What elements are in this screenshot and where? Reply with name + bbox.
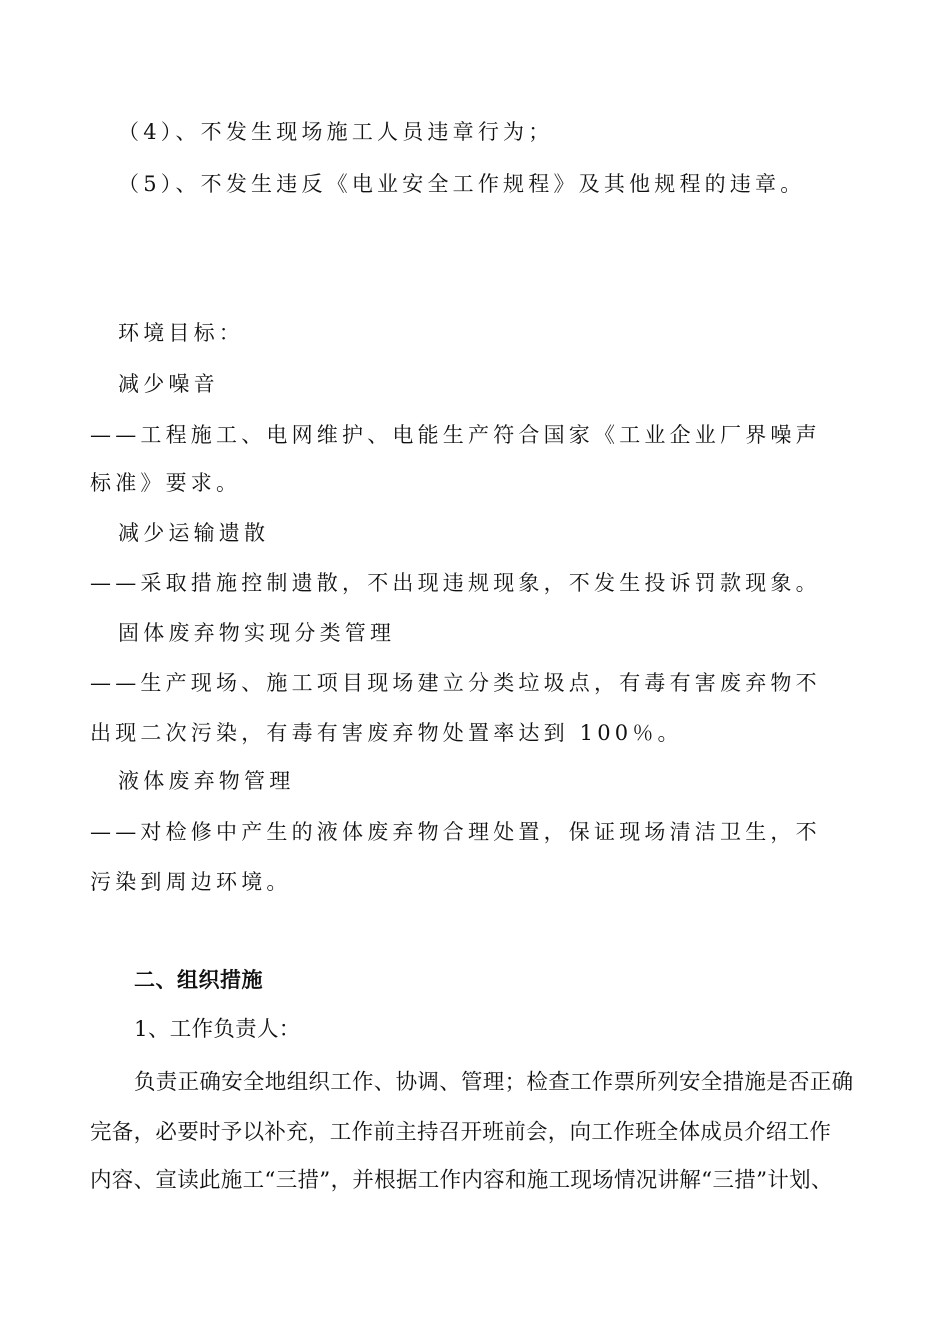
section-heading: 二、组织措施 xyxy=(134,968,263,992)
goal-title: 减少噪音 xyxy=(118,372,219,396)
text-line: ——采取措施控制遗散，不出现违规现象，不发生投诉罚款现象。 xyxy=(90,571,821,595)
goal-title: 减少运输遗散 xyxy=(118,521,270,545)
text-line: （4）、不发生现场施工人员违章行为； xyxy=(118,120,554,144)
text-line: ——对检修中产生的液体废弃物合理处置，保证现场清洁卫生，不 xyxy=(90,820,821,844)
paragraph-line: 内容、宣读此施工“三措”，并根据工作内容和施工现场情况讲解“三措”计划、 xyxy=(90,1168,833,1193)
paragraph-line: 负责正确安全地组织工作、协调、管理；检查工作票所列安全措施是否正确 xyxy=(134,1070,854,1095)
text-line: 污染到周边环境。 xyxy=(90,870,292,894)
goal-title: 液体废弃物管理 xyxy=(118,769,295,793)
text-line: 出现二次污染，有毒有害废弃物处置率达到 100％。 xyxy=(90,721,683,745)
subsection-title: 1、工作负责人： xyxy=(134,1017,301,1042)
text-line: （5）、不发生违反《电业安全工作规程》及其他规程的违章。 xyxy=(118,172,806,196)
paragraph-line: 完备，必要时予以补充，工作前主持召开班前会，向工作班全体成员介绍工作 xyxy=(90,1120,832,1145)
goal-title: 固体废弃物实现分类管理 xyxy=(118,621,396,645)
text-line: ——工程施工、电网维护、电能生产符合国家《工业企业厂界噪声 xyxy=(90,423,821,447)
section-label-environment-goals: 环境目标： xyxy=(118,321,244,345)
text-line: ——生产现场、施工项目现场建立分类垃圾点，有毒有害废弃物不 xyxy=(90,671,821,695)
text-line: 标准》要求。 xyxy=(90,471,242,495)
